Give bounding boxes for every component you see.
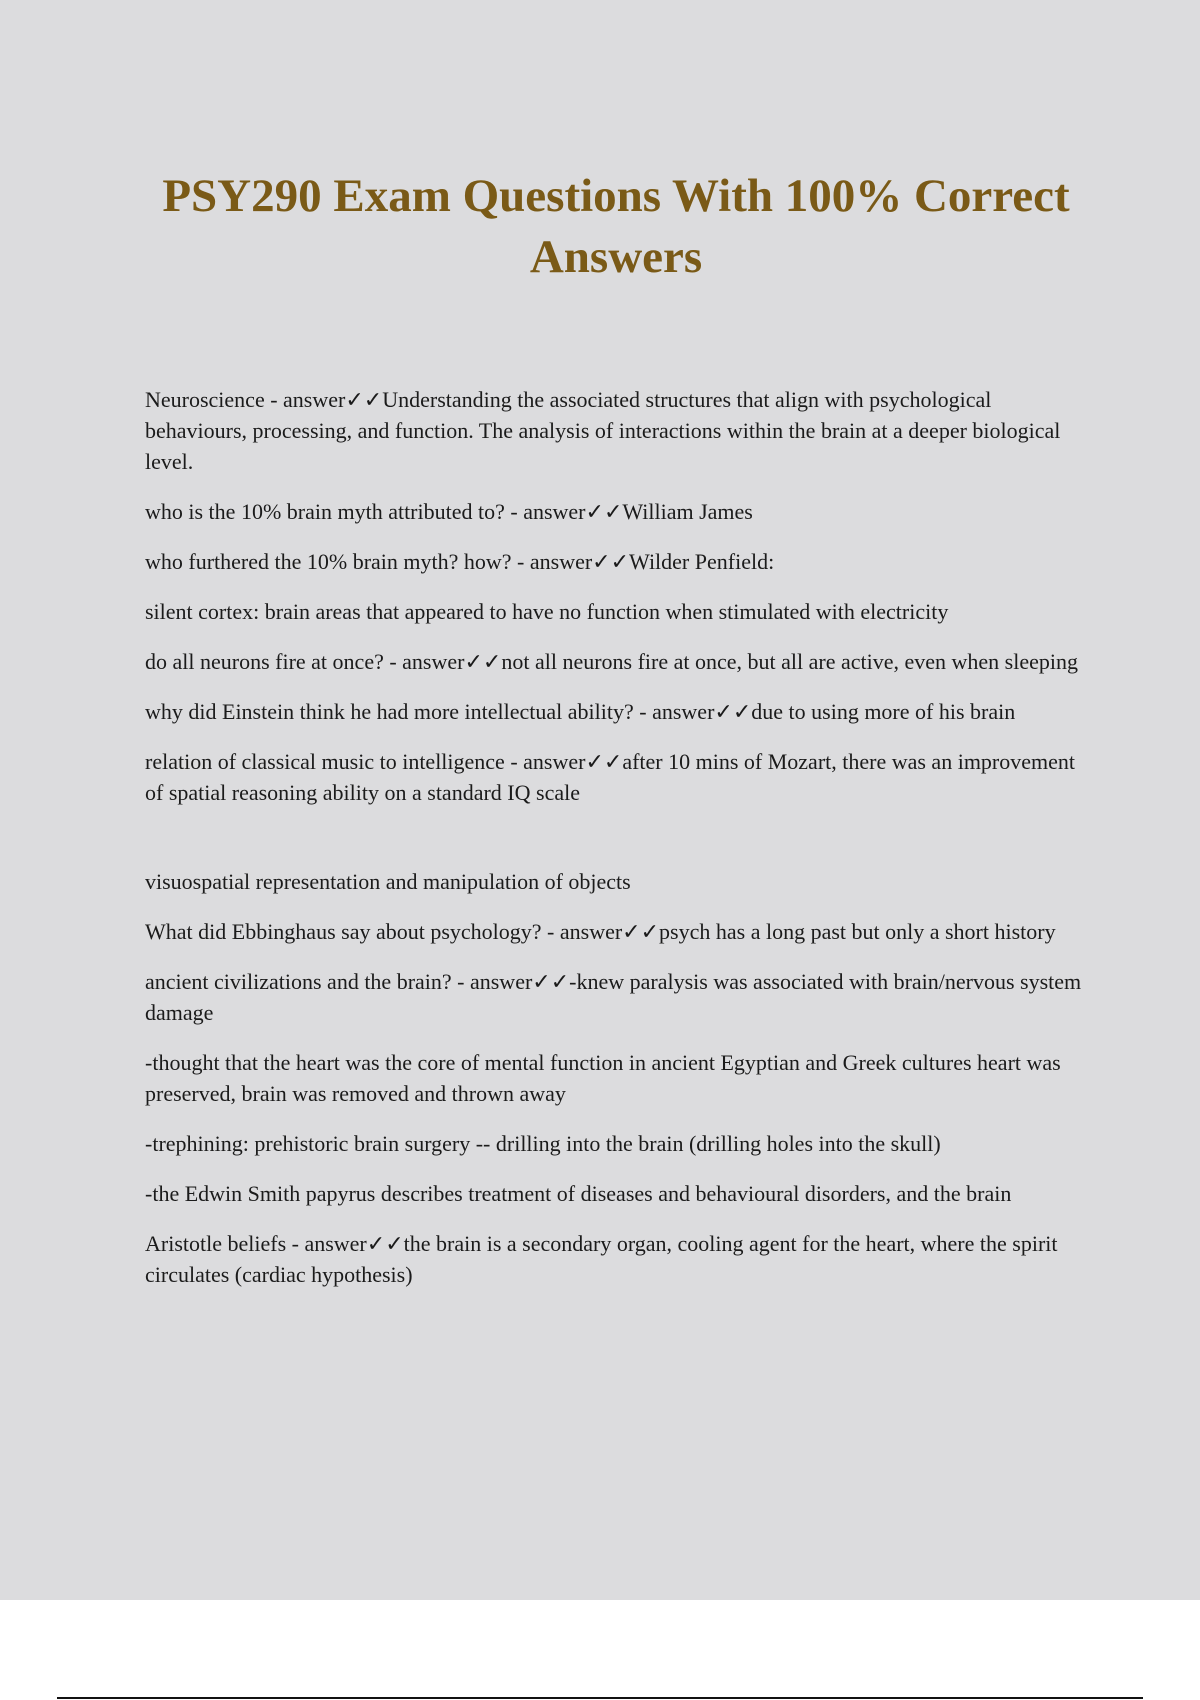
qa-paragraph: Aristotle beliefs - answer✓✓the brain is a secondary organ, cooling agent for the heart, where the spirit circulates (cardiac hypothesis) bbox=[145, 1231, 1058, 1287]
page-divider bbox=[57, 1697, 1143, 1699]
qa-paragraph: relation of classical music to intelligence - answer✓✓after 10 mins of Mozart, there was an improvement of spatial reasoning ability on a standard IQ scale bbox=[145, 749, 1076, 805]
qa-paragraph: why did Einstein think he had more intellectual ability? - answer✓✓due to using more of his brain bbox=[145, 699, 1016, 724]
qa-paragraph: -the Edwin Smith papyrus describes treatment of diseases and behavioural disorders, and the brain bbox=[145, 1181, 1012, 1206]
qa-paragraph: -thought that the heart was the core of mental function in ancient Egyptian and Greek cultures heart was preserved, brain was removed and thrown away bbox=[145, 1050, 1061, 1106]
qa-paragraph: ancient civilizations and the brain? - answer✓✓-knew paralysis was associated with brain/nervous system damage bbox=[145, 969, 1082, 1025]
qa-paragraph: -trephining: prehistoric brain surgery -- drilling into the brain (drilling holes into the skull) bbox=[145, 1131, 941, 1156]
qa-paragraph: What did Ebbinghaus say about psychology? - answer✓✓psych has a long past but only a short history bbox=[145, 919, 1056, 944]
qa-paragraph: do all neurons fire at once? - answer✓✓not all neurons fire at once, but all are active, even when sleeping bbox=[145, 649, 1079, 674]
qa-paragraph: who is the 10% brain myth attributed to? - answer✓✓William James bbox=[145, 499, 753, 524]
page-title: PSY290 Exam Questions With 100% Correct Answers bbox=[162, 170, 1070, 283]
qa-paragraph: silent cortex: brain areas that appeared to have no function when stimulated with electricity bbox=[145, 599, 949, 624]
qa-paragraph: Neuroscience - answer✓✓Understanding the associated structures that align with psychological behaviours, processing, and function. The analysis of interactions within the brain at a deeper biological level. bbox=[145, 387, 1061, 474]
qa-paragraph: visuospatial representation and manipulation of objects bbox=[145, 869, 631, 894]
qa-paragraph: who furthered the 10% brain myth? how? - answer✓✓Wilder Penfield: bbox=[145, 549, 775, 574]
document-body bbox=[145, 384, 1090, 1309]
